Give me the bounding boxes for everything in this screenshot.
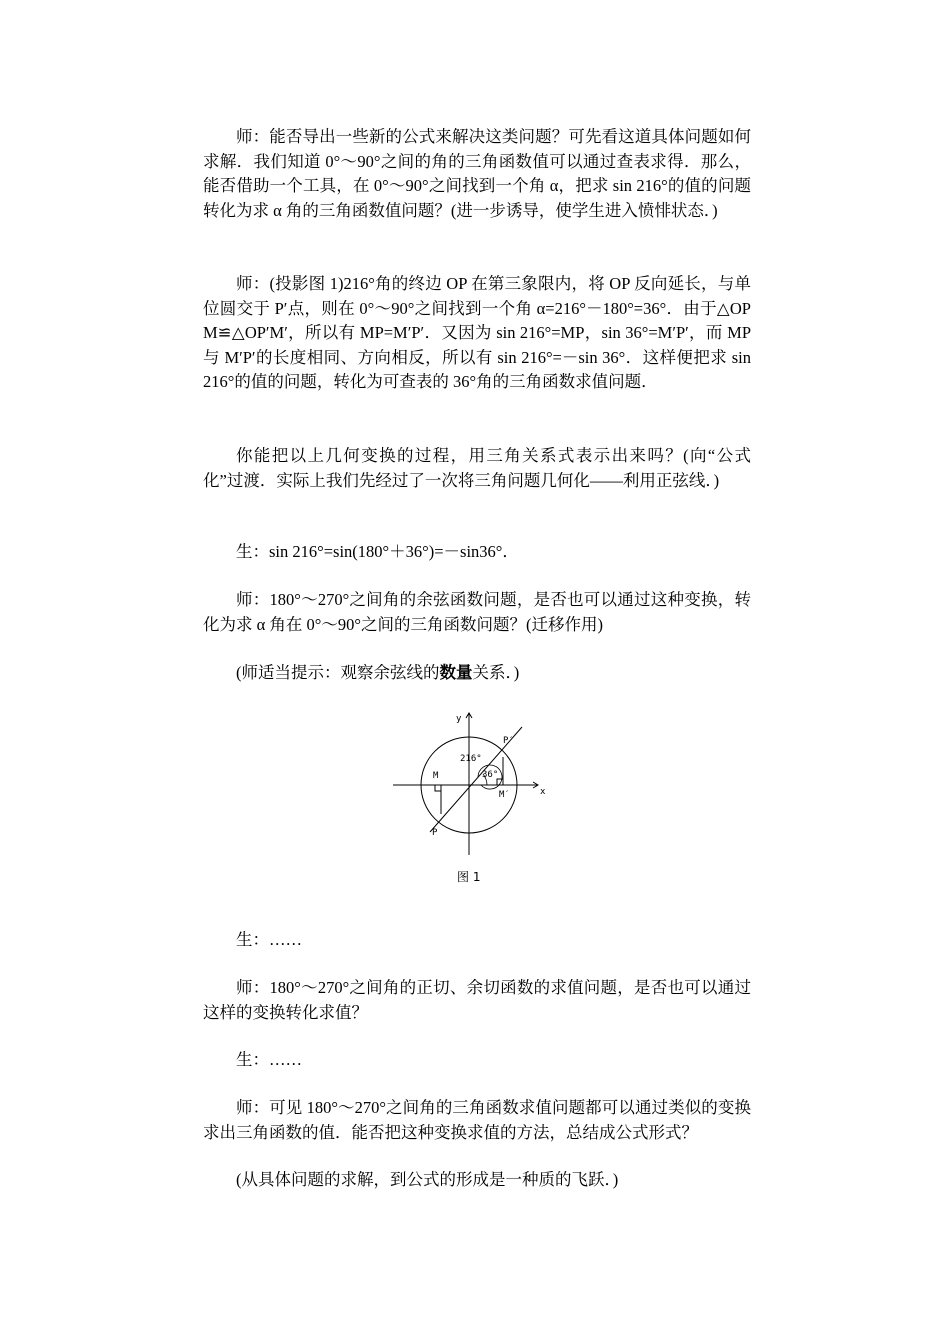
label-angle-216: 216° [460,754,482,764]
label-x: x [540,787,546,797]
label-p: P [432,828,438,838]
paragraph-8: 生：…… [236,1050,302,1069]
label-angle-36: 36° [482,770,499,780]
paragraph-7: 师：180°～270°之间角的正切、余切函数的求值问题，是否也可以通过这样的变换转化求值？ [203,978,751,1022]
unit-circle-diagram [390,705,560,890]
paragraph-9: 师：可见 180°～270°之间角的三角函数求值问题都可以通过类似的变换求出三角函数的值．能否把这种变换求值的方法，总结成公式形式？ [203,1098,751,1142]
label-m: M [433,771,439,781]
paragraph-1: 师：能否导出一些新的公式来解决这类问题？可先看这道具体问题如何求解．我们知道 0°～90°之间的角的三角函数值可以通过查表求得．那么，能否借助一个工具，在 0°～90°之间找到一个角 α，把求 sin 216°的值的问题转化为求 α 角的三角函数值问题？(进一步诱导，使学生进入愤悱状态．) [203,127,751,220]
figure-unit-circle [390,705,560,890]
hint-text-after: 关系．) [472,663,520,682]
paragraph-6: 生：…… [236,930,302,949]
paragraph-3: 你能把以上几何变换的过程，用三角关系式表示出来吗？(向“公式化”过渡．实际上我们先经过了一次将三角问题几何化——利用正弦线．) [203,446,751,490]
paragraph-4: 生：sin 216°=sin(180°＋36°)=－sin36°． [236,542,519,561]
label-y: y [456,714,462,724]
paragraph-5: 师：180°～270°之间角的余弦函数问题，是否也可以通过这种变换，转化为求 α 角在 0°～90°之间的三角函数问题？(迁移作用) [203,590,751,634]
right-angle-mark-m [435,785,441,791]
hint-bold-text: 数量 [439,663,473,682]
label-m-prime: M′ [499,790,510,800]
paragraph-10: (从具体问题的求解，到公式的形成是一种质的飞跃．) [236,1170,619,1189]
hint-text-before: (师适当提示：观察余弦线的 [236,663,440,682]
figure-caption: 图 1 [457,870,481,884]
hint-paragraph [203,661,751,686]
paragraph-2: 师：(投影图 1)216°角的终边 OP 在第三象限内，将 OP 反向延长，与单位圆交于 P′点，则在 0°～90°之间找到一个角 α=216°－180°=36°．由于△OPM≌△OP′M′，所以有 MP=M′P′．又因为 sin 216°=MP，sin 36°=M′P′，而 MP 与 M′P′的长度相同、方向相反，所以有 sin 216°=－sin 36°．这样便把求 sin 216°的值的问题，转化为可查表的 36°角的三角函数求值问题． [203,274,751,391]
label-p-prime: P′ [503,736,514,746]
